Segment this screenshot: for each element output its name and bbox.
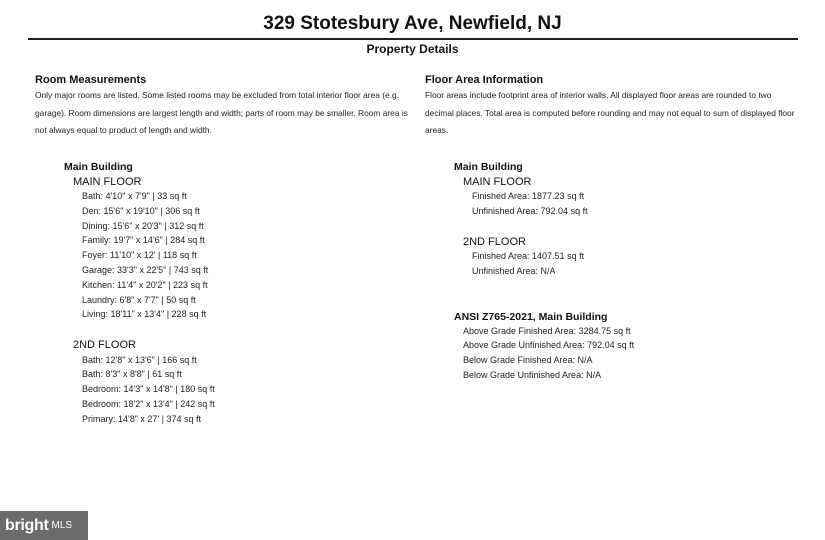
- room-floor-title: 2ND FLOOR: [73, 339, 136, 352]
- room-item: Bath: 12'8" x 13'6" | 166 sq ft: [82, 354, 197, 365]
- room-item: Dining: 15'6" x 20'3" | 312 sq ft: [82, 220, 204, 231]
- room-item: Family: 19'7" x 14'6" | 284 sq ft: [82, 235, 205, 246]
- room-item: Garage: 33'3" x 22'5" | 743 sq ft: [82, 264, 209, 275]
- ansi-item: Below Grade Finished Area: N/A: [463, 355, 593, 366]
- room-measurements-note: Only major rooms are listed. Some listed rooms may be excluded from total interior floor area (e.g. garage). Room dimensions are largest length and width; parts of room may be smaller. Room area is not always equal to product of length and width.: [35, 90, 408, 135]
- room-building-title: Main Building: [64, 160, 133, 173]
- area-item: Unfinished Area: N/A: [472, 265, 556, 276]
- area-floor-title: MAIN FLOOR: [463, 175, 532, 188]
- area-item: Unfinished Area: 792.04 sq ft: [472, 205, 588, 216]
- room-measurements-section: [35, 73, 410, 427]
- room-floor-title: MAIN FLOOR: [73, 175, 142, 188]
- floor-area-title: Floor Area Information: [425, 74, 544, 86]
- room-measurements-title: Room Measurements: [35, 74, 147, 86]
- room-item: Living: 18'11" x 13'4" | 228 sq ft: [82, 309, 207, 320]
- ansi-item: Below Grade Unfinished Area: N/A: [463, 370, 602, 381]
- page-subtitle: Property Details: [366, 42, 459, 56]
- area-item: Finished Area: 1877.23 sq ft: [472, 191, 585, 201]
- area-floor-title: 2ND FLOOR: [463, 235, 526, 248]
- floor-area-section: [425, 73, 800, 383]
- room-item: Bedroom: 18'2" x 13'4" | 242 sq ft: [82, 399, 215, 410]
- room-item: Bath: 8'3" x 8'8" | 61 sq ft: [82, 369, 182, 380]
- page-title: 329 Stotesbury Ave, Newfield, NJ: [263, 13, 562, 34]
- room-item: Den: 15'6" x 19'10" | 306 sq ft: [82, 205, 200, 216]
- watermark-suffix: MLS: [51, 520, 73, 531]
- ansi-item: Above Grade Finished Area: 3284.75 sq ft: [463, 325, 631, 336]
- bright-mls-watermark: [0, 511, 88, 540]
- room-item: Laundry: 6'8" x 7'7" | 50 sq ft: [82, 294, 196, 305]
- title-divider: [28, 38, 798, 40]
- room-item: Primary: 14'8" x 27' | 374 sq ft: [82, 413, 202, 424]
- room-item: Foyer: 11'10" x 12' | 118 sq ft: [82, 250, 197, 261]
- watermark-brand: bright: [5, 516, 49, 534]
- room-item: Kitchen: 11'4" x 20'2" | 223 sq ft: [82, 279, 208, 290]
- ansi-item: Above Grade Unfinished Area: 792.04 sq ft: [463, 340, 635, 351]
- ansi-title: ANSI Z765-2021, Main Building: [454, 310, 608, 323]
- area-item: Finished Area: 1407.51 sq ft: [472, 251, 585, 262]
- room-item: Bedroom: 14'3" x 14'8" | 180 sq ft: [82, 384, 215, 395]
- room-item: Bath: 4'10" x 7'9" | 33 sq ft: [82, 191, 187, 201]
- floor-area-note: Floor areas include footprint area of interior walls. All displayed floor areas are rounded to two decimal places. Total area is computed before rounding and may not equal to sum of displayed floor areas.: [425, 90, 795, 135]
- area-building-title: Main Building: [454, 160, 523, 173]
